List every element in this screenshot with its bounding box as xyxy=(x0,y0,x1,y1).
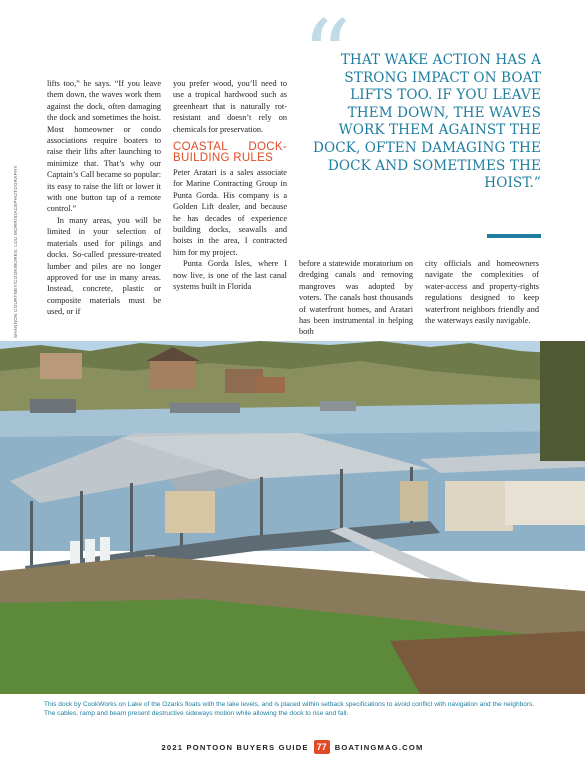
footer-publication: 2021 PONTOON BUYERS GUIDE xyxy=(161,742,309,752)
article-column-4 xyxy=(425,258,539,326)
paragraph: you prefer wood, you’ll need to use a tropical hardwood such as greenheart that is naturally rot-resistant and doesn’t rely on chemicals for preservation. xyxy=(173,79,287,134)
article-column-1 xyxy=(47,78,161,318)
paragraph: before a statewide moratorium on dredging canals and removing mangroves was adopted by voters. The canals host thousands of waterfront homes, and Aratari has been instrumental in helping both xyxy=(299,259,413,337)
quote-mark-icon: “ xyxy=(302,0,352,112)
paragraph: Punta Gorda Isles, where I now live, is one of the last canal systems built in Florida xyxy=(173,259,287,292)
pull-quote-rule xyxy=(487,234,541,238)
photo-credit: SHANNON COURTNEY/COOKWORKS; LOU MORRIS/ACEPHOTOGRAPHY xyxy=(13,165,18,338)
section-subhead: COASTAL DOCK-BUILDING RULES xyxy=(173,141,287,164)
pull-quote: THAT WAKE ACTION HAS A STRONG IMPACT ON BOAT LIFTS TOO. IF YOU LEAVE THEM DOWN, THE WAVES WORK THEM AGAINST THE DOCK, OFTEN DAMAGING THE DOCK AND SOMETIMES THE HOIST.” xyxy=(312,52,541,192)
paragraph: lifts too,” he says. “If you leave them down, the waves work them against the dock, often damaging the dock and sometimes the hoist. Most homeowner or condo associations require boaters to raise their lifts after launching to minimize that. That’s why our Captain’s Call became so popular: its easy to raise the lift or lower it with one button tap of a remote control.” xyxy=(47,79,161,214)
footer-website: BOATINGMAG.COM xyxy=(334,742,424,752)
page-number: 77 xyxy=(314,740,330,754)
dock-photo xyxy=(0,341,585,694)
paragraph: city officials and homeowners navigate the complexities of water-access and property-rights regulations designed to keep waterfront neighbors friendly and the waterways easily navigable. xyxy=(425,259,539,326)
article-column-3 xyxy=(299,258,413,338)
photo-caption: This dock by CookWorks on Lake of the Ozarks floats with the lake levels, and is placed within setback specifications to avoid conflict with navigation and the neighbors. The cables, ramp and beam present destructive sideways motion while allowing the dock to rise and fall. xyxy=(44,701,535,717)
page-footer xyxy=(0,740,585,754)
article-column-2 xyxy=(173,78,287,293)
paragraph: In many areas, you will be limited in your selection of materials used for pilings and docks. So-called pressure-treated lumber and piles are no longer approved for use in many areas. Instead, concrete, plastic or composite materials must be used, or if xyxy=(47,215,161,317)
paragraph: Peter Aratari is a sales associate for Marine Contracting Group in Punta Gorda. His company is a Golden Lift dealer, and because he has decades of experience building docks, seawalls and hoists in the area, I contracted him for my project. xyxy=(173,168,287,257)
